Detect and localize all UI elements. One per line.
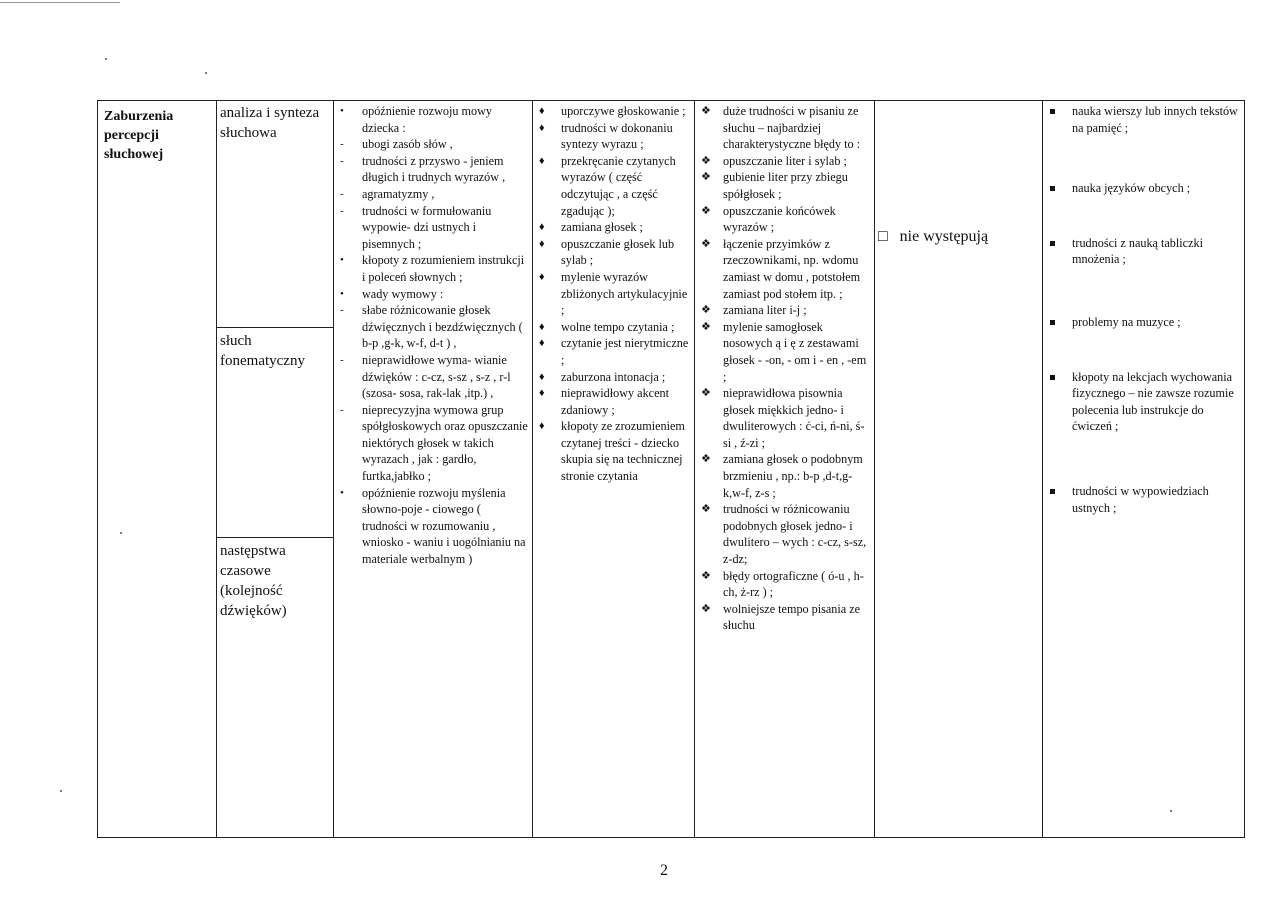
checkbox-marker: □ bbox=[878, 228, 888, 245]
item-text: trudności z nauką tabliczki mnożenia ; bbox=[1072, 235, 1203, 267]
list-item bbox=[336, 352, 528, 402]
item-text: łączenie przyimków z rzeczownikami, np. wdomu zamiast w domu , potstołem zamiast pod stołem itp. ; bbox=[723, 236, 861, 301]
list-item bbox=[697, 319, 871, 385]
item-text: nieprecyzyjna wymowa grup spółgłoskowych oraz opuszczanie niektórych głosek w takich wyrazach , jak : gardło, furtka,jabłko ; bbox=[362, 402, 528, 484]
list-item bbox=[1046, 103, 1242, 136]
list-item bbox=[697, 302, 871, 319]
bullet-marker: • bbox=[340, 486, 344, 499]
item-text: wolniejsze tempo pisania ze słuchu bbox=[723, 601, 861, 633]
list-item bbox=[1046, 314, 1242, 331]
bullet-marker: ♦ bbox=[539, 154, 545, 167]
writing-symptoms bbox=[697, 103, 871, 634]
item-text: zamiana głosek ; bbox=[561, 220, 643, 235]
list-item bbox=[336, 136, 528, 153]
bullet-marker: ❖ bbox=[701, 569, 711, 582]
scan-speck bbox=[1170, 810, 1172, 812]
bullet-marker: ♦ bbox=[539, 121, 545, 134]
bullet-marker: ♦ bbox=[539, 270, 545, 283]
scan-speck bbox=[205, 72, 207, 74]
bullet-marker: ❖ bbox=[701, 453, 711, 466]
item-text: trudności z przyswo - jeniem długich i trudnych wyrazów , bbox=[362, 153, 506, 185]
bullet-marker: • bbox=[340, 254, 344, 267]
list-item bbox=[697, 451, 871, 501]
item-text: gubienie liter przy zbiegu spółgłosek ; bbox=[723, 170, 848, 201]
bullet-marker: - bbox=[340, 304, 344, 317]
list-item bbox=[697, 236, 871, 302]
subcategory-time-sequence: następstwa czasowe (kolejność dźwięków) bbox=[220, 543, 287, 619]
scan-speck bbox=[120, 532, 122, 534]
speech-symptoms bbox=[336, 103, 528, 568]
bullet-marker: ❖ bbox=[701, 105, 711, 117]
bullet-marker: - bbox=[340, 187, 344, 200]
list-item bbox=[1046, 180, 1242, 197]
bullet-marker bbox=[1050, 483, 1055, 500]
bullet-marker: ♦ bbox=[539, 420, 545, 433]
bullet-marker: ❖ bbox=[701, 304, 711, 317]
other-difficulties bbox=[1046, 103, 1242, 516]
bullet-marker: - bbox=[340, 204, 344, 217]
item-text: mylenie wyrazów zbliżonych artykulacyjnie ; bbox=[561, 269, 688, 318]
item-text: mylenie samogłosek nosowych ą i ę z zestawami głosek - -on, - om i - en , -em ; bbox=[723, 319, 867, 384]
item-text: zamiana liter i-j ; bbox=[723, 303, 807, 318]
scan-speck bbox=[60, 790, 62, 792]
category-title: Zaburzenia percepcji słuchowej bbox=[104, 109, 174, 162]
bullet-marker bbox=[1050, 180, 1055, 197]
column-divider bbox=[694, 101, 695, 837]
list-item bbox=[336, 103, 528, 136]
reading-symptoms bbox=[535, 103, 691, 485]
list-item bbox=[697, 601, 871, 634]
item-text: trudności w wypowiedziach ustnych ; bbox=[1072, 483, 1209, 515]
bullet-marker: ❖ bbox=[701, 154, 711, 167]
bullet-marker: ♦ bbox=[539, 237, 545, 250]
list-item bbox=[535, 103, 691, 120]
list-item bbox=[535, 120, 691, 153]
list-item bbox=[1046, 235, 1242, 268]
list-item bbox=[336, 286, 528, 303]
item-text: wady wymowy : bbox=[362, 286, 444, 301]
disorder-table bbox=[97, 100, 1245, 838]
list-item bbox=[535, 153, 691, 219]
bullet-marker: ❖ bbox=[701, 204, 711, 217]
item-text: uporczywe głoskowanie ; bbox=[561, 104, 686, 118]
item-text: kłopoty z rozumieniem instrukcji i poleceń słownych ; bbox=[362, 253, 525, 284]
item-text: wolne tempo czytania ; bbox=[561, 319, 675, 334]
list-item bbox=[336, 252, 528, 285]
list-item bbox=[535, 418, 691, 484]
list-item bbox=[336, 402, 528, 485]
page-number: 2 bbox=[660, 862, 668, 879]
list-item bbox=[535, 385, 691, 418]
scan-speck bbox=[105, 58, 107, 60]
list-item bbox=[336, 302, 528, 352]
bullet-marker bbox=[1050, 103, 1055, 120]
item-text: nieprawidłowe wyma- wianie dźwięków : c-cz, s-sz , s-z , r-l (szosa- sosa, rak-lak ,itp.) , bbox=[362, 352, 511, 401]
list-item bbox=[535, 269, 691, 319]
item-text: zamiana głosek o podobnym brzmieniu , np.: b-p ,d-t,g-k,w-f, z-s ; bbox=[723, 452, 863, 500]
item-text: nieprawidłowy akcent zdaniowy ; bbox=[561, 386, 669, 417]
bullet-marker bbox=[1050, 369, 1055, 386]
item-text: opuszczanie głosek lub sylab ; bbox=[561, 236, 675, 268]
list-item bbox=[697, 203, 871, 236]
bullet-marker: ♦ bbox=[539, 370, 545, 383]
row-divider bbox=[216, 327, 333, 328]
item-text: przekręcanie czytanych wyrazów ( część odczytując , a część zgadując ); bbox=[561, 153, 676, 218]
item-text: opuszczanie końcówek wyrazów ; bbox=[723, 203, 836, 235]
item-text: nauka języków obcych ; bbox=[1072, 181, 1191, 196]
list-item bbox=[336, 485, 528, 568]
bullet-marker: ❖ bbox=[701, 171, 711, 184]
bullet-marker: ♦ bbox=[539, 387, 545, 400]
list-item bbox=[535, 369, 691, 386]
bullet-marker: • bbox=[340, 105, 344, 117]
row-divider bbox=[216, 537, 333, 538]
bullet-marker: - bbox=[340, 403, 344, 416]
list-item bbox=[535, 335, 691, 368]
bullet-marker: - bbox=[340, 154, 344, 167]
item-text: duże trudności w pisaniu ze słuchu – najbardziej charakterystyczne błędy to : bbox=[723, 104, 861, 152]
bullet-marker: ❖ bbox=[701, 503, 711, 516]
subcategory-analysis: analiza i synteza słuchowa bbox=[220, 105, 320, 141]
list-item bbox=[336, 153, 528, 186]
bullet-marker: - bbox=[340, 353, 344, 366]
scan-edge-line bbox=[0, 2, 120, 3]
list-item bbox=[1046, 483, 1242, 516]
subcategory-phonemic-hearing: słuch fonematyczny bbox=[220, 333, 305, 369]
item-text: opóźnienie rozwoju myślenia słowno-poje - ciowego ( trudności w rozumowaniu , wniosko - waniu i uogólnianiu na materiale werbalnym ) bbox=[362, 485, 526, 567]
list-item bbox=[535, 219, 691, 236]
list-item bbox=[697, 169, 871, 202]
bullet-marker: • bbox=[340, 287, 344, 300]
item-text: kłopoty ze zrozumieniem czytanej treści - dziecko skupia się na technicznej stronie czytania bbox=[561, 419, 685, 484]
item-text: błędy ortograficzne ( ó-u , h-ch, ż-rz ) ; bbox=[723, 568, 864, 600]
list-item bbox=[697, 103, 871, 153]
item-text: problemy na muzyce ; bbox=[1072, 314, 1181, 329]
item-text: opóźnienie rozwoju mowy dziecka : bbox=[362, 104, 492, 135]
column-divider bbox=[532, 101, 533, 837]
bullet-marker: ♦ bbox=[539, 320, 545, 333]
list-item bbox=[336, 203, 528, 253]
list-item bbox=[336, 186, 528, 203]
math-symptoms bbox=[878, 229, 1038, 246]
list-item bbox=[697, 568, 871, 601]
bullet-marker: ❖ bbox=[701, 320, 711, 333]
item-text: trudności w formułowaniu wypowie- dzi ustnych i pisemnych ; bbox=[362, 203, 492, 251]
bullet-marker: ❖ bbox=[701, 237, 711, 250]
column-divider bbox=[1042, 101, 1043, 837]
list-item bbox=[697, 501, 871, 567]
bullet-marker: ♦ bbox=[539, 105, 545, 117]
column-divider bbox=[333, 101, 334, 837]
item-text: zaburzona intonacja ; bbox=[561, 369, 666, 384]
item-text: nieprawidłowa pisownia głosek miękkich jedno- i dwuliterowych : ć-ci, ń-ni, ś-si , ź-zi ; bbox=[723, 386, 865, 450]
list-item bbox=[535, 319, 691, 336]
bullet-marker: - bbox=[340, 138, 344, 151]
item-text: ubogi zasób słów , bbox=[362, 137, 453, 152]
item-text: czytanie jest nierytmiczne ; bbox=[561, 336, 689, 367]
item-text: opuszczanie liter i sylab ; bbox=[723, 153, 847, 168]
column-divider bbox=[216, 101, 217, 837]
item-text: trudności w dokonaniu syntezy wyrazu ; bbox=[561, 120, 673, 152]
bullet-marker: ♦ bbox=[539, 221, 545, 234]
list-item bbox=[1046, 369, 1242, 435]
item-text: kłopoty na lekcjach wychowania fizycznego – nie zawsze rozumie polecenia lub instrukcje do ćwiczeń ; bbox=[1072, 369, 1234, 434]
item-text: agramatyzmy , bbox=[362, 186, 435, 201]
bullet-marker: ❖ bbox=[701, 387, 711, 400]
bullet-marker: ❖ bbox=[701, 602, 711, 615]
bullet-marker: ♦ bbox=[539, 337, 545, 350]
list-item bbox=[697, 153, 871, 170]
list-item bbox=[697, 385, 871, 451]
bullet-marker bbox=[1050, 314, 1055, 331]
item-text: trudności w różnicowaniu podobnych głosek jedno- i dwulitero – wych : c-cz, s-sz, z-dz; bbox=[723, 502, 867, 567]
item-text: słabe różnicowanie głosek dźwięcznych i bezdźwięcznych ( b-p ,g-k, w-f, d-t ) , bbox=[362, 303, 523, 351]
none-text: nie występują bbox=[899, 228, 989, 245]
column-divider bbox=[874, 101, 875, 837]
item-text: nauka wierszy lub innych tekstów na pamięć ; bbox=[1072, 104, 1238, 135]
list-item bbox=[535, 236, 691, 269]
bullet-marker bbox=[1050, 235, 1055, 252]
